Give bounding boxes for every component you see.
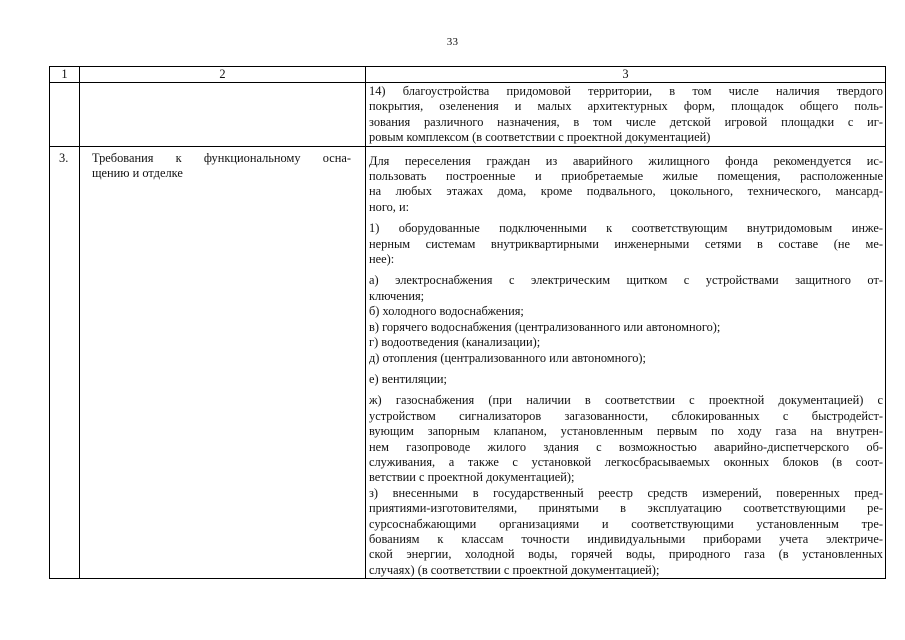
text-line: служивания, а также с установкой легкосбрасываемых оконных блоков (в соот- xyxy=(369,454,883,469)
text-line: а) электроснабжения с электрическим щитком с устройствами защитного от- xyxy=(369,273,883,288)
text-line: случаях) (в соответствии с проектной документацией); xyxy=(369,562,660,577)
row-name-cell xyxy=(80,146,366,579)
text-line: устройством сигнализаторов загазованности, сблокированных с быстродейст- xyxy=(369,408,883,423)
item-d-line: д) отопления (централизованного или автономного); xyxy=(369,350,647,365)
text-line: 1) оборудованные подключенными к соответствующим внутридомовым инже- xyxy=(369,221,883,236)
row-content-cell xyxy=(366,146,886,579)
text-line: нее): xyxy=(369,252,395,267)
item-zh-paragraph xyxy=(369,393,883,485)
table-row xyxy=(50,146,886,579)
text-line: пользовать построенные и приобретаемые жилые помещения, расположенные xyxy=(369,169,883,184)
item-v-line: в) горячего водоснабжения (централизованного или автономного); xyxy=(369,319,721,334)
text-line: ного, и: xyxy=(369,199,410,214)
text-line: на любых этажах дома, кроме подвального, цокольного, технического, мансард- xyxy=(369,184,883,199)
row-name-cell xyxy=(80,83,366,147)
item-1-paragraph xyxy=(369,221,883,267)
item-e-line: е) вентиляции; xyxy=(369,371,447,386)
text-line: Требования к функциональному осна- xyxy=(92,150,351,165)
text-line: вующим запорным клапаном, установленным первым по ходу газа на внутрен- xyxy=(369,424,883,439)
row-number-cell xyxy=(50,83,80,147)
text-line: приятиями-изготовителями, принятыми в эксплуатацию соответствующими ре- xyxy=(369,501,883,516)
column-header-3: 3 xyxy=(366,67,886,83)
item-b-line: б) холодного водоснабжения; xyxy=(369,304,524,319)
text-line: ской энергии, холодной воды, горячей воды, природного газа (в установленных xyxy=(369,547,883,562)
text-line: ключения; xyxy=(369,288,425,303)
text-line: зования различного назначения, в том числе детской игровой площадки с иг- xyxy=(369,114,883,129)
text-line: щению и отделке xyxy=(92,166,183,181)
row-content-cell xyxy=(366,83,886,147)
text-line: 14) благоустройства придомовой территории, в том числе наличия твердого xyxy=(369,84,883,98)
item-g-line: г) водоотведения (канализации); xyxy=(369,335,541,350)
text-line: ж) газоснабжения (при наличии в соответствии с проектной документацией) с xyxy=(369,393,883,408)
intro-paragraph xyxy=(369,154,883,216)
text-line: сурсоснабжающими организациями и соответствующими установленным тре- xyxy=(369,516,883,531)
row-number-cell: 3. xyxy=(50,146,80,579)
column-header-2: 2 xyxy=(80,67,366,83)
table-row xyxy=(50,83,886,147)
text-line: бованиям к классам точности индивидуальными приборами учета электриче- xyxy=(369,531,883,546)
page-number: 33 xyxy=(446,36,459,48)
column-header-1: 1 xyxy=(50,67,80,83)
text-line: нем газопроводе жилого здания с возможностью аварийно-диспетчерского об- xyxy=(369,439,883,454)
item-a-paragraph xyxy=(369,273,883,304)
item-z-paragraph xyxy=(369,486,883,578)
text-line: нерным системам внутриквартирными инженерными сетями в составе (не ме- xyxy=(369,236,883,251)
text-line: покрытия, озеленения и малых архитектурных форм, площадок общего поль- xyxy=(369,99,883,114)
table-header-row xyxy=(50,67,886,83)
text-line: ровым комплексом (в соответствии с проектной документацией) xyxy=(369,130,711,145)
text-line: ветствии с проектной документацией); xyxy=(369,470,575,485)
text-line: Для переселения граждан из аварийного жилищного фонда рекомендуется ис- xyxy=(369,153,883,168)
requirements-table xyxy=(49,66,886,579)
text-line: з) внесенными в государственный реестр средств измерений, поверенных пред- xyxy=(369,485,883,500)
